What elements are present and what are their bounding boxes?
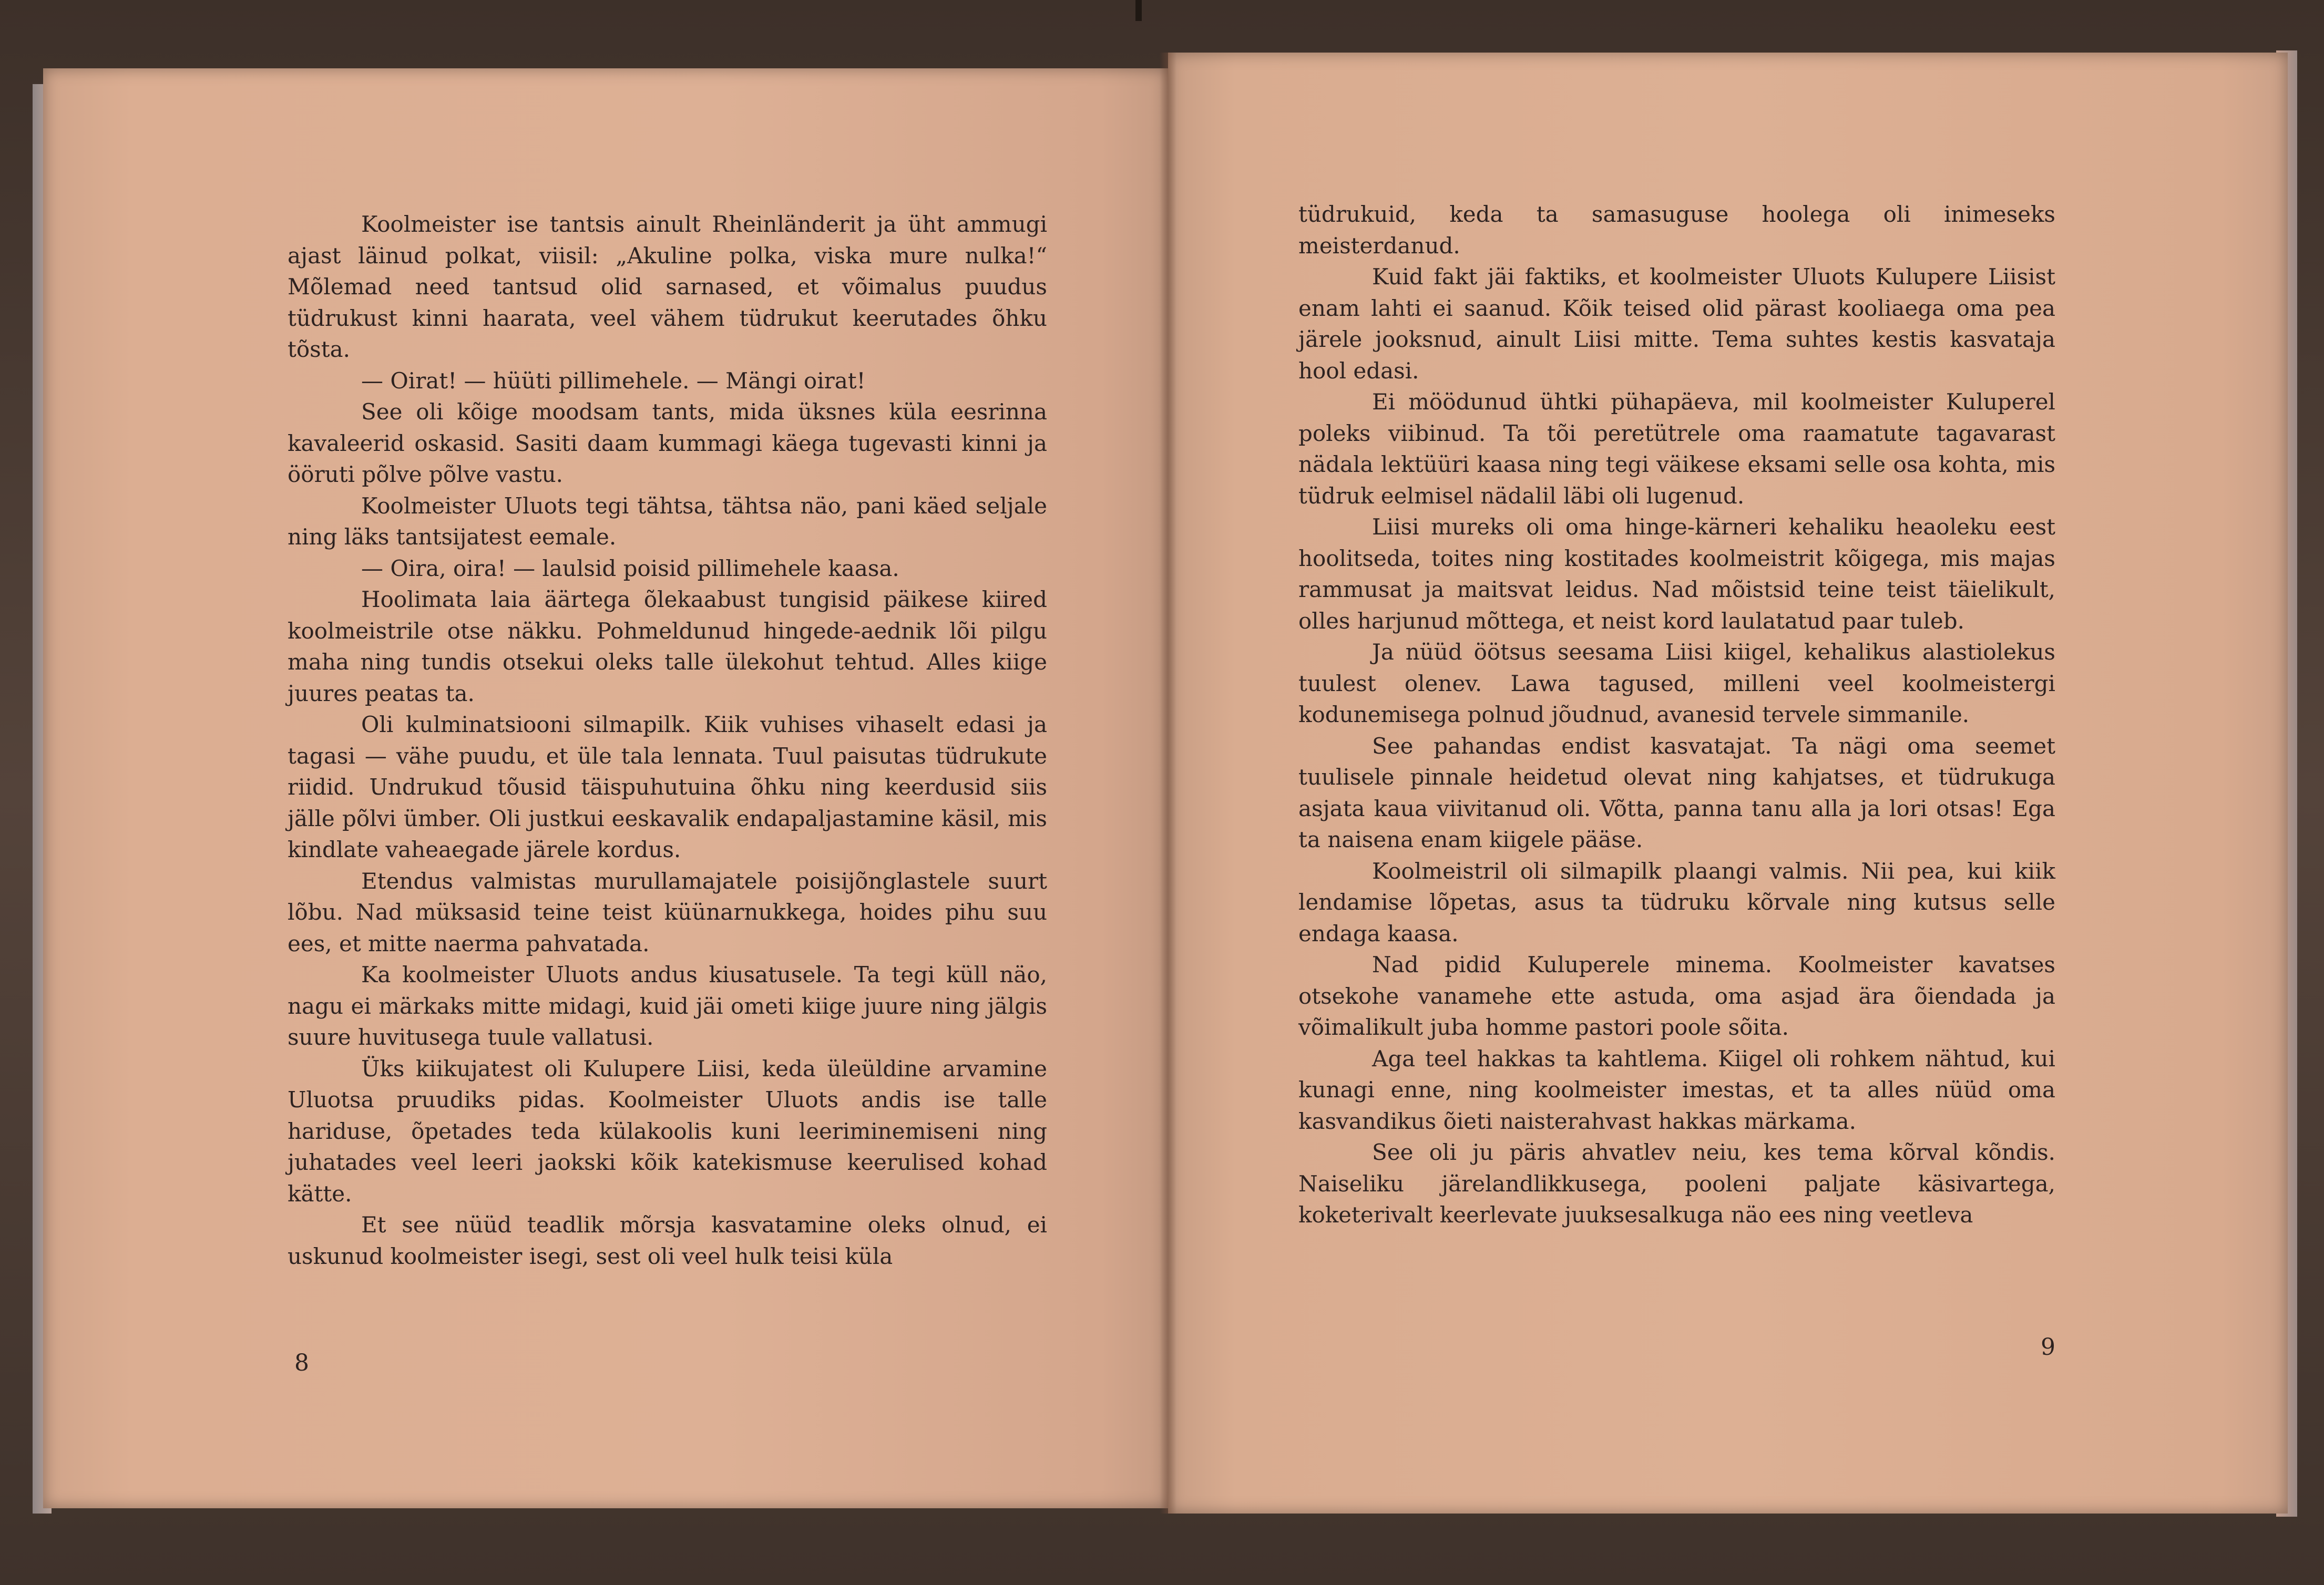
paragraph: See oli kõige moodsam tants, mida üksnes küla eesrinna kavaleerid oskasid. Sasiti daam kummagi käega tugevasti kinni ja ööruti põlve põlve vastu. — [288, 399, 1047, 487]
paragraph: Aga teel hakkas ta kahtlema. Kiigel oli rohkem nähtud, kui kunagi enne, ning koolmeister imestas, et ta alles nüüd oma kasvandikus õieti naisterahvast hakkas märkama. — [1298, 1045, 2055, 1134]
paragraph: See oli ju päris ahvatlev neiu, kes tema kõrval kõndis. Naiseliku järelandlikkusega, pooleni paljate käsivartega, koketerivalt keerlevate juuksesalkuga näo ees ning veetleva — [1298, 1139, 2055, 1228]
paragraph: — Oirat! — hüüti pillimehele. — Mängi oirat! — [361, 367, 866, 394]
left-page-text — [288, 209, 1047, 1272]
paragraph-continuation: tüdrukuid, keda ta samasuguse hoolega oli inimeseks meisterdanud. — [1298, 201, 2055, 259]
paragraph: Etendus valmistas murullamajatele poisijõnglastele suurt lõbu. Nad müksasid teine teist küünarnukkega, hoides pihu suu ees, et mitte naerma pahvatada. — [288, 868, 1047, 956]
paragraph: Et see nüüd teadlik mõrsja kasvatamine oleks olnud, ei uskunud koolmeister isegi, sest oli veel hulk teisi küla — [288, 1212, 1047, 1269]
book-gutter — [1160, 53, 1176, 1514]
page-number-left: 8 — [294, 1350, 309, 1376]
paragraph: Koolmeister ise tantsis ainult Rheinländerit ja üht ammugi ajast läinud polkat, viisil: „Akuline polka, viska mure nulka!“ Mõlemad need tantsud olid sarnased, et võimalus puudus tüdrukust kinni haarata, veel vähem tüdrukut keerutades õhku tõsta. — [288, 211, 1047, 362]
right-page-text — [1298, 199, 2055, 1231]
paragraph: Koolmeister Uluots tegi tähtsa, tähtsa näo, pani käed seljale ning läks tantsijatest eemale. — [288, 492, 1047, 550]
paragraph: Üks kiikujatest oli Kulupere Liisi, keda üleüldine arvamine Uluotsa pruudiks pidas. Koolmeister Uluots andis ise talle hariduse, õpetades teda külakoolis kuni leeriminemiseni ning juhatades veel leeri jaokski kõik katekismuse keerulised kohad kätte. — [288, 1055, 1047, 1207]
paragraph: Ei möödunud ühtki pühapäeva, mil koolmeister Kuluperel poleks viibinud. Ta tõi peretütrele oma raamatute tagavarast nädala lektüüri kaasa ning tegi väikese eksami selle osa kohta, mis tüdruk eelmisel nädalil läbi oli lugenud. — [1298, 389, 2055, 509]
paragraph: Hoolimata laia äärtega õlekaabust tungisid päikese kiired koolmeistrile otse näkku. Pohmeldunud hingede-aednik lõi pilgu maha ning tundis otsekui oleks talle ülekohut tehtud. Alles kiige juures peatas ta. — [288, 586, 1047, 706]
paragraph: Oli kulminatsiooni silmapilk. Kiik vuhises vihaselt edasi ja tagasi — vähe puudu, et üle tala lennata. Tuul paisutas tüdrukute riidid. Undrukud tõusid täispuhutuina õhku ning keerdusid siis jälle põlvi ümber. Oli justkui eeskavalik endapaljastamine käsil, mis kindlate vaheaegade järele kordus. — [288, 712, 1047, 862]
paragraph: Kuid fakt jäi faktiks, et koolmeister Uluots Kulupere Liisist enam lahti ei saanud. Kõik teised olid pärast kooliaega oma pea järele jooksnud, ainult Liisi mitte. Tema suhtes kestis kasvataja hool edasi. — [1298, 264, 2055, 384]
paragraph: Liisi mureks oli oma hinge-kärneri kehaliku heaoleku eest hoolitseda, toites ning kostitades koolmeistrit kõigega, mis majas rammusat ja maitsvat leidus. Nad mõistsid teine teist täielikult, olles harjunud mõttega, et neist kord laulatatud paar tuleb. — [1298, 514, 2055, 634]
paragraph: Nad pidid Kuluperele minema. Koolmeister kavatses otsekohe vanamehe ette astuda, oma asjad ära õiendada ja võimalikult juba homme pastori poole sõita. — [1298, 952, 2055, 1040]
paragraph: — Oira, oira! — laulsid poisid pillimehele kaasa. — [361, 555, 899, 581]
paragraph: Ja nüüd öötsus seesama Liisi kiigel, kehalikus alastiolekus tuulest olenev. Lawa tagused, milleni veel koolmeistergi kodunemisega polnud jõudnud, avanesid tervele simmanile. — [1298, 639, 2055, 727]
paragraph: Koolmeistril oli silmapilk plaangi valmis. Nii pea, kui kiik lendamise lõpetas, asus ta tüdruku kõrvale ning kutsus selle endaga kaasa. — [1298, 858, 2055, 946]
paragraph: Ka koolmeister Uluots andus kiusatusele. Ta tegi küll näo, nagu ei märkaks mitte midagi, kuid jäi ometi kiige juure ning jälgis suure huvitusega tuule vallatusi. — [288, 962, 1047, 1050]
page-number-right: 9 — [2041, 1334, 2055, 1361]
paragraph: See pahandas endist kasvatajat. Ta nägi oma seemet tuulisele pinnale heidetud olevat ning kahjatses, et tüdrukuga asjata kaua viivitanud oli. Võtta, panna tanu alla ja lori otsas! Ega ta naisena enam kiigele pääse. — [1298, 733, 2055, 852]
scan-edge-strip-left — [1135, 0, 1142, 21]
